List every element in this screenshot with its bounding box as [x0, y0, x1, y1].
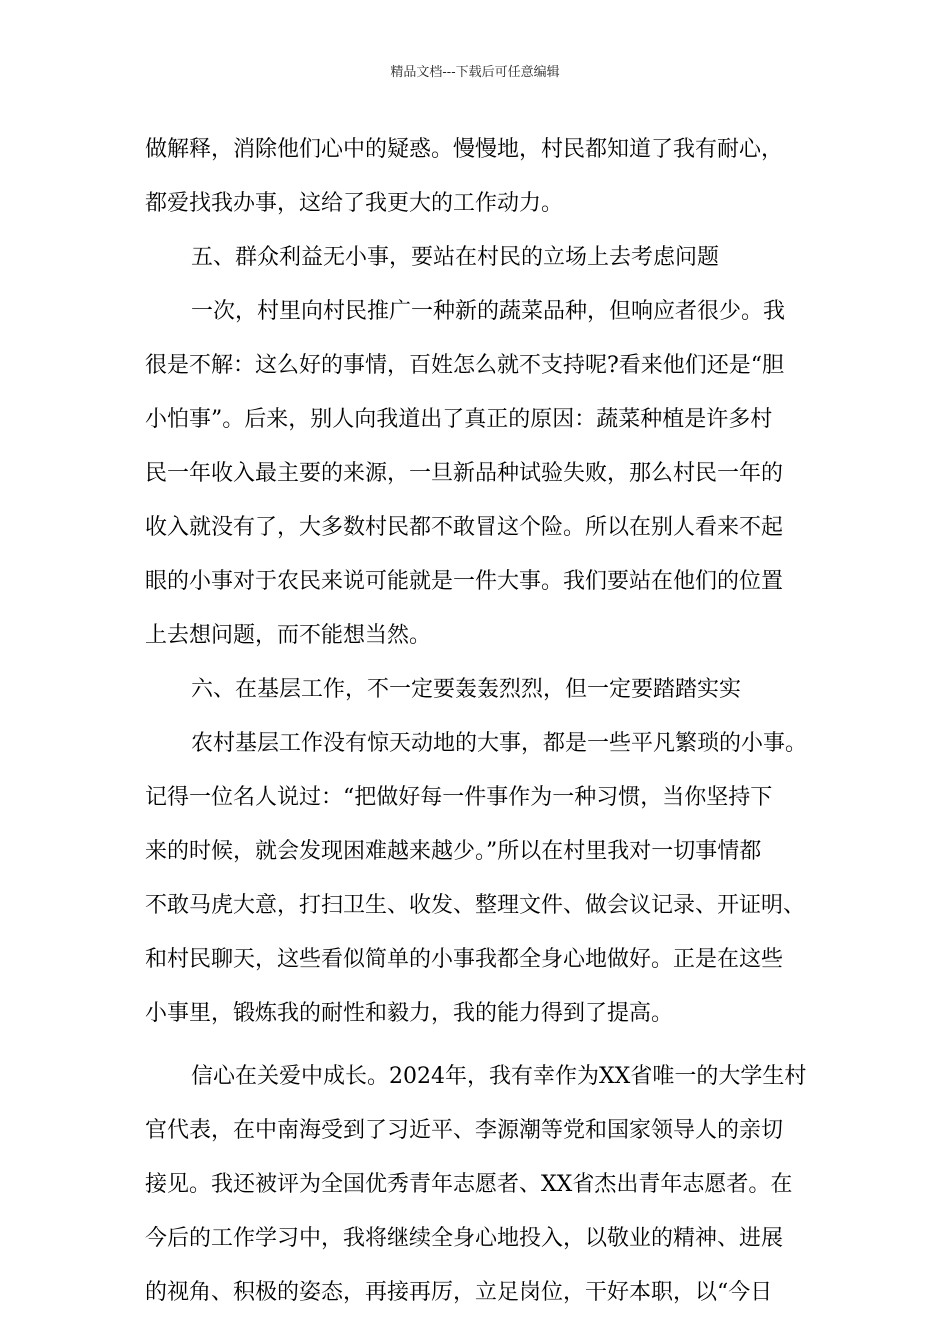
section-heading: 六、在基层工作，不一定要轰轰烈烈，但一定要踏踏实实 [191, 677, 742, 702]
text-line: 不敢马虎大意，打扫卫生、收发、整理文件、做会议记录、开证明、 [145, 893, 806, 918]
document-body [145, 123, 835, 1320]
text-line: 官代表，在中南海受到了习近平、李源潮等党和国家领导人的亲切 [145, 1118, 784, 1143]
text-line: 小怕事”。后来，别人向我道出了真正的原因：蔬菜种植是许多村 [145, 407, 773, 432]
text-line: 农村基层工作没有惊天动地的大事，都是一些平凡繁琐的小事。 [191, 731, 808, 756]
text-line: 今后的工作学习中，我将继续全身心地投入，以敬业的精神、进展 [145, 1226, 784, 1251]
text-line: 收入就没有了，大多数村民都不敢冒这个险。所以在别人看来不起 [145, 515, 784, 540]
section-heading: 五、群众利益无小事，要站在村民的立场上去考虑问题 [191, 245, 720, 270]
text-line: 信心在关爱中成长。2024年，我有幸作为XX省唯一的大学生村 [191, 1064, 807, 1089]
text-line: 一次，村里向村民推广一种新的蔬菜品种，但响应者很少。我 [191, 299, 786, 324]
text-line: 都爱找我办事，这给了我更大的工作动力。 [145, 191, 564, 216]
text-line: 小事里，锻炼我的耐性和毅力，我的能力得到了提高。 [145, 1001, 674, 1026]
text-line: 和村民聊天，这些看似简单的小事我都全身心地做好。正是在这些 [145, 947, 784, 972]
text-line: 来的时候，就会发现困难越来越少。”所以在村里我对一切事情都 [145, 839, 762, 864]
text-line: 记得一位名人说过：“把做好每一件事作为一种习惯，当你坚持下 [145, 785, 773, 810]
text-line: 民一年收入最主要的来源，一旦新品种试验失败，那么村民一年的 [145, 461, 784, 486]
text-line: 上去想问题，而不能想当然。 [145, 623, 432, 648]
text-line: 很是不解：这么好的事情，百姓怎么就不支持呢?看来他们还是“胆 [145, 353, 785, 378]
text-line: 做解释，消除他们心中的疑惑。慢慢地，村民都知道了我有耐心， [145, 137, 784, 162]
text-line: 接见。我还被评为全国优秀青年志愿者、XX省杰出青年志愿者。在 [145, 1172, 793, 1197]
text-line: 眼的小事对于农民来说可能就是一件大事。我们要站在他们的位置 [145, 569, 784, 594]
text-line: 的视角、积极的姿态，再接再厉，立足岗位，干好本职，以“今日 [145, 1280, 773, 1305]
page-header: 精品文档---下载后可任意编辑 [390, 65, 560, 80]
